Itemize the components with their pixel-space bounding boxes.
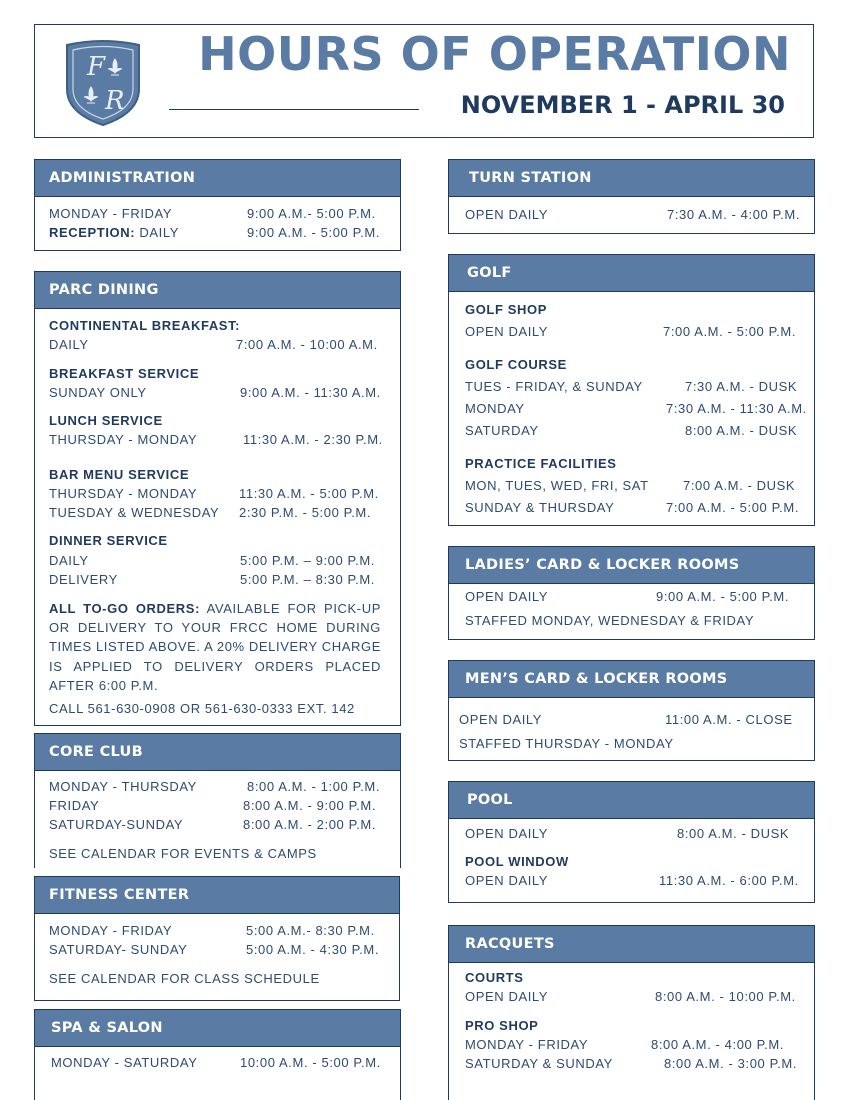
- day-label: SUNDAY & THURSDAY: [465, 500, 615, 515]
- subsection-title: PRO SHOP: [465, 1018, 539, 1033]
- time-value: 11:30 A.M. - 2:30 P.M.: [243, 432, 383, 447]
- section-mens-locker-rooms: [448, 660, 815, 761]
- subsection-title: DINNER SERVICE: [49, 533, 168, 548]
- section-core-club: [34, 733, 401, 868]
- hours-row: [49, 486, 379, 501]
- hours-row: [49, 798, 377, 813]
- section-golf: [448, 254, 815, 526]
- section-title: ADMINISTRATION: [35, 160, 400, 197]
- time-value: 7:00 A.M. - 5:00 P.M.: [663, 324, 797, 339]
- subsection-title: COURTS: [465, 970, 524, 985]
- hours-row: [49, 505, 372, 520]
- time-value: 5:00 A.M.- 8:30 P.M.: [246, 923, 375, 938]
- time-value: 8:00 A.M. - 4:00 P.M.: [651, 1037, 785, 1052]
- day-label: OPEN DAILY: [465, 873, 549, 888]
- day-label: MONDAY: [465, 401, 525, 416]
- section-parc-dining: [34, 271, 401, 726]
- section-fitness-center: [34, 876, 400, 1001]
- day-label: OPEN DAILY: [465, 589, 549, 604]
- header-divider: [169, 109, 419, 110]
- hours-row: [465, 500, 800, 515]
- hours-row: [465, 207, 801, 222]
- section-spa-salon: [34, 1009, 401, 1100]
- section-turn-station: [448, 159, 815, 234]
- time-value: 8:00 A.M. - 2:00 P.M.: [243, 817, 377, 832]
- time-value: 10:00 A.M. - 5:00 P.M.: [240, 1055, 381, 1070]
- to-go-text: AVAILABLE FOR PICK-UP OR DELIVERY TO YOUR FRCC HOME DURING TIMES LISTED ABOVE. A 20% DELIVERY CHARGE IS APPLIED TO DELIVERY ORDERS PLACED AFTER 6:00 P.M.: [49, 601, 381, 693]
- day-label: SATURDAY: [465, 423, 539, 438]
- time-value: 9:00 A.M. - 5:00 P.M.: [656, 589, 790, 604]
- hours-row: [49, 337, 378, 352]
- time-value: 7:30 A.M. - 11:30 A.M.: [666, 401, 807, 416]
- hours-row: [49, 432, 383, 447]
- day-label: OPEN DAILY: [465, 324, 549, 339]
- subsection-title: GOLF SHOP: [465, 302, 547, 317]
- day-label: THURSDAY - MONDAY: [49, 432, 198, 447]
- calendar-note: SEE CALENDAR FOR EVENTS & CAMPS: [49, 846, 317, 861]
- section-title: LADIES’ CARD & LOCKER ROOMS: [449, 547, 814, 584]
- time-value: 2:30 P.M. - 5:00 P.M.: [239, 505, 372, 520]
- hours-row: [49, 572, 375, 587]
- page-title: HOURS OF OPERATION: [198, 27, 791, 81]
- section-title: GOLF: [449, 255, 814, 292]
- section-administration: [34, 159, 401, 251]
- calendar-note: SEE CALENDAR FOR CLASS SCHEDULE: [49, 971, 320, 986]
- hours-row: [465, 589, 790, 604]
- time-value: 9:00 A.M. - 5:00 P.M.: [247, 225, 381, 240]
- day-label: MONDAY - THURSDAY: [49, 779, 197, 794]
- day-label: FRIDAY: [49, 798, 100, 813]
- section-pool: [448, 781, 815, 903]
- phone-contact: CALL 561-630-0908 OR 561-630-0333 EXT. 142: [49, 701, 355, 716]
- time-value: 5:00 P.M. – 9:00 P.M.: [240, 553, 375, 568]
- to-go-orders-note: [49, 599, 381, 695]
- header: [34, 24, 814, 138]
- to-go-label: ALL TO-GO ORDERS:: [49, 601, 200, 616]
- hours-row: [465, 873, 799, 888]
- time-value: 8:00 A.M. - 1:00 P.M.: [247, 779, 381, 794]
- section-title: RACQUETS: [449, 926, 814, 963]
- subsection-title: BREAKFAST SERVICE: [49, 366, 200, 381]
- day-label: DAILY: [49, 337, 89, 352]
- time-value: 9:00 A.M. - 11:30 A.M.: [240, 385, 381, 400]
- day-label: DELIVERY: [49, 572, 118, 587]
- day-label: MONDAY - FRIDAY: [49, 923, 173, 938]
- day-label: MONDAY - FRIDAY: [49, 206, 173, 221]
- hours-row: [465, 989, 796, 1004]
- staffed-note: STAFFED MONDAY, WEDNESDAY & FRIDAY: [465, 613, 755, 628]
- date-range-subtitle: NOVEMBER 1 - APRIL 30: [460, 91, 785, 119]
- section-title: TURN STATION: [449, 160, 814, 197]
- time-value: 8:00 A.M. - DUSK: [685, 423, 798, 438]
- day-label: TUESDAY & WEDNESDAY: [49, 505, 220, 520]
- day-label: SATURDAY-SUNDAY: [49, 817, 184, 832]
- time-value: 7:00 A.M. - 10:00 A.M.: [236, 337, 378, 352]
- svg-text:F: F: [87, 52, 106, 82]
- time-value: 8:00 A.M. - 9:00 P.M.: [243, 798, 377, 813]
- hours-row: [49, 225, 381, 240]
- section-racquets: [448, 925, 815, 1100]
- time-value: 7:30 A.M. - 4:00 P.M.: [667, 207, 801, 222]
- subsection-title: BAR MENU SERVICE: [49, 467, 190, 482]
- section-title: PARC DINING: [35, 272, 400, 309]
- time-value: 7:00 A.M. - DUSK: [683, 478, 796, 493]
- reception-label: RECEPTION:: [49, 225, 136, 240]
- hours-row: [459, 712, 793, 727]
- day-label: OPEN DAILY: [465, 826, 549, 841]
- day-label: DAILY: [49, 553, 89, 568]
- hours-row: [465, 379, 798, 394]
- time-value: 11:30 A.M. - 6:00 P.M.: [659, 873, 799, 888]
- day-label: MON, TUES, WED, FRI, SAT: [465, 478, 649, 493]
- day-label: TUES - FRIDAY, & SUNDAY: [465, 379, 643, 394]
- time-value: 8:00 A.M. - DUSK: [677, 826, 790, 841]
- day-label: MONDAY - FRIDAY: [465, 1037, 589, 1052]
- hours-row: [465, 1056, 798, 1071]
- day-label: OPEN DAILY: [465, 989, 549, 1004]
- time-value: 8:00 A.M. - 3:00 P.M.: [664, 1056, 798, 1071]
- hours-row: [465, 478, 796, 493]
- hours-row: [49, 817, 377, 832]
- subsection-title: POOL WINDOW: [465, 854, 569, 869]
- section-title: SPA & SALON: [35, 1010, 400, 1047]
- subsection-title: PRACTICE FACILITIES: [465, 456, 617, 471]
- day-label: DAILY: [135, 225, 179, 240]
- subsection-title: GOLF COURSE: [465, 357, 567, 372]
- section-title: POOL: [449, 782, 814, 819]
- time-value: 7:30 A.M. - DUSK: [685, 379, 798, 394]
- subsection-title: LUNCH SERVICE: [49, 413, 163, 428]
- time-value: 8:00 A.M. - 10:00 P.M.: [655, 989, 796, 1004]
- hours-row: [465, 423, 798, 438]
- hours-row: [49, 942, 380, 957]
- svg-text:R: R: [105, 86, 125, 116]
- time-value: 9:00 A.M.- 5:00 P.M.: [247, 206, 376, 221]
- section-title: CORE CLUB: [35, 734, 400, 771]
- hours-row: [49, 553, 375, 568]
- club-crest-logo: [63, 39, 143, 127]
- day-label: SUNDAY ONLY: [49, 385, 147, 400]
- hours-row: [465, 1037, 785, 1052]
- time-value: 5:00 P.M. – 8:30 P.M.: [240, 572, 375, 587]
- hours-row: [465, 401, 807, 416]
- subsection-title: CONTINENTAL BREAKFAST:: [49, 318, 241, 333]
- hours-row: [49, 779, 381, 794]
- day-label: THURSDAY - MONDAY: [49, 486, 198, 501]
- day-label: SATURDAY- SUNDAY: [49, 942, 188, 957]
- section-title: MEN’S CARD & LOCKER ROOMS: [449, 661, 814, 698]
- hours-row: [49, 206, 376, 221]
- time-value: 11:30 A.M. - 5:00 P.M.: [239, 486, 379, 501]
- hours-row: [49, 385, 381, 400]
- hours-row: [51, 1055, 381, 1070]
- section-ladies-locker-rooms: [448, 546, 815, 640]
- time-value: 11:00 A.M. - CLOSE: [665, 712, 793, 727]
- day-label: MONDAY - SATURDAY: [51, 1055, 198, 1070]
- section-title: FITNESS CENTER: [35, 877, 399, 914]
- staffed-note: STAFFED THURSDAY - MONDAY: [459, 736, 674, 751]
- hours-row: [49, 923, 375, 938]
- day-label: OPEN DAILY: [465, 207, 549, 222]
- hours-row: [465, 324, 797, 339]
- time-value: 7:00 A.M. - 5:00 P.M.: [666, 500, 800, 515]
- day-label: OPEN DAILY: [459, 712, 543, 727]
- day-label: SATURDAY & SUNDAY: [465, 1056, 613, 1071]
- hours-row: [465, 826, 790, 841]
- time-value: 5:00 A.M. - 4:30 P.M.: [246, 942, 380, 957]
